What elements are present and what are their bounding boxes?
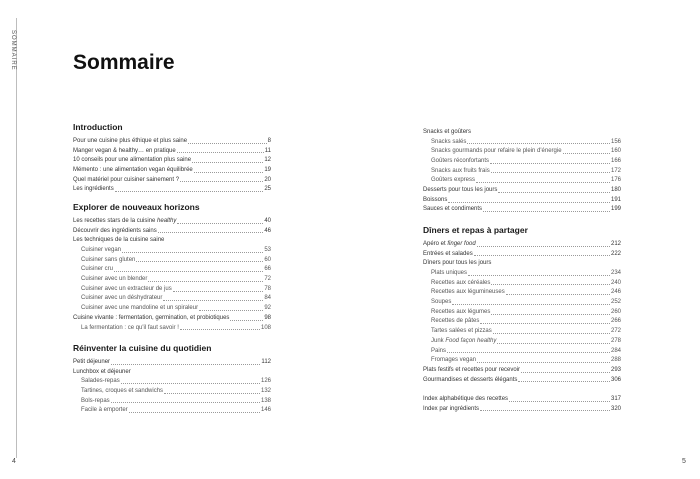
toc-entry-label: Soupes xyxy=(431,299,452,306)
toc-entry[interactable] xyxy=(73,227,271,237)
toc-entry-page: 246 xyxy=(610,289,621,296)
toc-group-snacks xyxy=(423,128,621,215)
toc-entry-label: Boissons xyxy=(423,196,448,203)
toc-entry[interactable] xyxy=(73,217,271,227)
toc-entry-page: 126 xyxy=(260,378,271,385)
toc-entry[interactable] xyxy=(423,138,621,148)
toc-entry-label: Plats festifs et recettes pour recevoir xyxy=(423,366,521,373)
toc-leader-dots xyxy=(111,364,260,365)
toc-entry-page: 260 xyxy=(610,308,621,315)
toc-leader-dots xyxy=(188,143,267,144)
toc-entry-label: Cuisiner sans gluten xyxy=(81,256,136,263)
page-number-left: 4 xyxy=(12,458,16,465)
toc-entry-label: Cuisiner avec un extracteur de jus xyxy=(81,285,172,292)
toc-entry-label: Cuisine vivante : fermentation, germination, et probiotiques xyxy=(73,314,230,321)
toc-leader-dots xyxy=(497,343,610,344)
toc-entry-page: 46 xyxy=(264,227,271,234)
toc-leader-dots xyxy=(476,182,610,183)
right-page xyxy=(350,0,700,479)
toc-entry[interactable] xyxy=(423,269,621,279)
toc-entry[interactable] xyxy=(423,176,621,186)
toc-entry[interactable] xyxy=(423,308,621,318)
toc-entry[interactable] xyxy=(423,376,621,386)
toc-leader-dots xyxy=(192,162,263,163)
toc-leader-dots xyxy=(468,275,610,276)
toc-entry-label: Facile à emporter xyxy=(81,407,128,414)
toc-leader-dots xyxy=(111,402,260,403)
toc-leader-dots xyxy=(491,172,610,173)
toc-section-horizons xyxy=(73,202,271,333)
toc-entry-page: 222 xyxy=(610,250,621,257)
toc-entry[interactable] xyxy=(73,285,271,295)
toc-section-title: Dîners et repas à partager xyxy=(423,225,528,235)
toc-entry-label: Quel matériel pour cuisiner sainement ? xyxy=(73,176,180,183)
toc-leader-dots xyxy=(129,412,260,413)
toc-leader-dots xyxy=(490,163,610,164)
toc-entry-page: 234 xyxy=(610,270,621,277)
toc-entry-label: Goûters express xyxy=(431,177,476,184)
toc-entry-label: Pour une cuisine plus éthique et plus saine xyxy=(73,137,188,144)
toc-leader-dots xyxy=(518,381,610,382)
toc-entry[interactable] xyxy=(423,298,621,308)
toc-entry-label: Plats uniques xyxy=(431,270,468,277)
toc-leader-dots xyxy=(452,304,610,305)
toc-entry-page: 146 xyxy=(260,407,271,414)
toc-entry[interactable] xyxy=(73,295,271,305)
toc-entry-page: 160 xyxy=(610,148,621,155)
toc-entry-label: Fromages vegan xyxy=(431,357,477,364)
toc-entry-label: Tartines, croques et sandwichs xyxy=(81,388,164,395)
toc-entry-page: 272 xyxy=(610,328,621,335)
toc-entry[interactable] xyxy=(73,397,271,407)
toc-entry-page: 78 xyxy=(264,285,271,292)
toc-entry-page: 278 xyxy=(610,337,621,344)
page-title: Sommaire xyxy=(73,51,175,74)
toc-entry-page: 112 xyxy=(261,358,271,365)
toc-leader-dots xyxy=(122,252,263,253)
toc-entry-page: 212 xyxy=(610,240,621,247)
toc-entry-label: Apéro et finger food xyxy=(423,240,476,247)
toc-entry[interactable] xyxy=(423,356,621,366)
toc-leader-dots xyxy=(563,153,610,154)
toc-entry[interactable] xyxy=(73,406,271,416)
toc-leader-dots xyxy=(114,271,263,272)
toc-entry-label: Index alphabétique des recettes xyxy=(423,395,509,402)
toc-leader-dots xyxy=(194,172,264,173)
toc-section-title: Réinventer la cuisine du quotidien xyxy=(73,343,212,353)
toc-entry-label: Dîners pour tous les jours xyxy=(423,260,492,267)
toc-entry[interactable] xyxy=(423,279,621,289)
toc-entry[interactable] xyxy=(423,288,621,298)
toc-entry-label: 10 conseils pour une alimentation plus saine xyxy=(73,157,192,164)
toc-entry[interactable] xyxy=(73,246,271,256)
toc-leader-dots xyxy=(498,192,610,193)
toc-entry-page: 166 xyxy=(610,158,621,165)
toc-entry[interactable] xyxy=(73,358,271,368)
toc-leader-dots xyxy=(493,333,610,334)
toc-entry-label: Recettes de pâtes xyxy=(431,318,480,325)
toc-entry-label: Pains xyxy=(431,347,447,354)
toc-entry[interactable] xyxy=(73,185,271,195)
toc-entry[interactable] xyxy=(423,240,621,250)
toc-entry[interactable] xyxy=(423,196,621,206)
toc-leader-dots xyxy=(448,202,610,203)
toc-entry-label: Junk Food façon healthy xyxy=(431,337,497,344)
toc-entry-page: 53 xyxy=(264,247,271,254)
toc-leader-dots xyxy=(177,152,264,153)
toc-entry-label: Snacks aux fruits frais xyxy=(431,167,490,174)
toc-leader-dots xyxy=(163,300,263,301)
toc-section-quotidien xyxy=(73,343,271,416)
toc-entry[interactable] xyxy=(423,157,621,167)
toc-entry-page: 176 xyxy=(610,177,621,184)
toc-entry-label: Cuisiner avec une mandoline et un spiraleur xyxy=(81,305,199,312)
running-head: SOMMAIRE xyxy=(10,30,16,71)
toc-leader-dots xyxy=(491,284,610,285)
toc-entry-label: Index par ingrédients xyxy=(423,405,480,412)
toc-entry-page: 252 xyxy=(610,299,621,306)
toc-entry[interactable] xyxy=(73,304,271,314)
toc-entry-label: Desserts pour tous les jours xyxy=(423,187,498,194)
toc-leader-dots xyxy=(477,362,610,363)
toc-leader-dots xyxy=(467,143,610,144)
toc-entry-label: Cuisiner vegan xyxy=(81,247,122,254)
toc-entry[interactable] xyxy=(73,377,271,387)
toc-entry[interactable] xyxy=(423,327,621,337)
toc-leader-dots xyxy=(480,323,610,324)
toc-entry-page: 12 xyxy=(264,157,271,164)
toc-entry-page: 40 xyxy=(264,217,271,224)
toc-entry-page: 84 xyxy=(264,295,271,302)
toc-entry[interactable] xyxy=(73,176,271,186)
toc-entry-page: 317 xyxy=(610,395,621,402)
toc-entry-label: Recettes aux légumes xyxy=(431,308,491,315)
toc-entry[interactable] xyxy=(423,337,621,347)
toc-entry-page: 156 xyxy=(610,138,621,145)
toc-entry-label: Cuisiner avec un déshydrateur xyxy=(81,295,163,302)
toc-entry[interactable] xyxy=(423,259,621,269)
toc-entry-label: Mémento : une alimentation vegan équilibrée xyxy=(73,167,193,174)
toc-leader-dots xyxy=(158,232,264,233)
toc-entry[interactable] xyxy=(73,256,271,266)
toc-leader-dots xyxy=(180,329,260,330)
toc-leader-dots xyxy=(177,223,263,224)
toc-leader-dots xyxy=(483,211,610,212)
toc-entry-label: Les techniques de la cuisine saine xyxy=(73,237,165,244)
toc-entry[interactable] xyxy=(423,186,621,196)
toc-entry-label: Recettes aux légumineuses xyxy=(431,289,505,296)
toc-entry[interactable] xyxy=(73,156,271,166)
toc-leader-dots xyxy=(115,191,264,192)
toc-section-title: Explorer de nouveaux horizons xyxy=(73,202,200,212)
toc-entry[interactable] xyxy=(73,137,271,147)
toc-entry[interactable] xyxy=(423,128,621,138)
toc-entry-page: 20 xyxy=(264,176,271,183)
toc-leader-dots xyxy=(121,383,260,384)
toc-leader-dots xyxy=(164,393,260,394)
toc-entry-page: 306 xyxy=(610,376,621,383)
toc-entry[interactable] xyxy=(73,265,271,275)
toc-entry-label: Recettes aux céréales xyxy=(431,279,491,286)
toc-entry[interactable] xyxy=(423,347,621,357)
toc-entry-page: 92 xyxy=(264,305,271,312)
toc-entry[interactable] xyxy=(73,236,271,246)
toc-section-diners xyxy=(423,225,621,385)
toc-leader-dots xyxy=(509,401,610,402)
toc-entry[interactable] xyxy=(73,314,271,324)
toc-leader-dots xyxy=(506,294,610,295)
toc-entry-label: Cuisiner cru xyxy=(81,266,114,273)
toc-entry-page: 284 xyxy=(610,347,621,354)
toc-entry-page: 293 xyxy=(610,366,621,373)
toc-entry-page: 108 xyxy=(260,324,271,331)
toc-entry[interactable] xyxy=(423,250,621,260)
toc-entry[interactable] xyxy=(423,147,621,157)
toc-leader-dots xyxy=(474,255,610,256)
toc-entry-page: 11 xyxy=(264,147,271,154)
toc-entry-label: Manger vegan & healthy… en pratique xyxy=(73,147,176,154)
toc-entry-page: 132 xyxy=(260,388,271,395)
toc-entry-label: Tartes salées et pizzas xyxy=(431,328,492,335)
toc-entry-page: 66 xyxy=(264,266,271,273)
toc-entry-label: Salades-repas xyxy=(81,378,120,385)
toc-entry-label: Sauces et condiments xyxy=(423,206,483,213)
toc-entry[interactable] xyxy=(423,405,621,415)
toc-entry[interactable] xyxy=(423,167,621,177)
toc-leader-dots xyxy=(173,291,264,292)
toc-leader-dots xyxy=(521,372,610,373)
toc-entry[interactable] xyxy=(423,206,621,216)
toc-entry-page: 180 xyxy=(610,187,621,194)
toc-leader-dots xyxy=(148,281,263,282)
toc-entry-page: 8 xyxy=(267,137,271,144)
toc-entry[interactable] xyxy=(73,387,271,397)
toc-entry-label: Snacks gourmands pour refaire le plein d'énergie xyxy=(431,148,562,155)
toc-entry-page: 72 xyxy=(264,276,271,283)
toc-entry-label: Snacks salés xyxy=(431,138,467,145)
toc-entry-label: Lunchbox et déjeuner xyxy=(73,368,131,375)
toc-entry-page: 25 xyxy=(264,186,271,193)
toc-section-introduction xyxy=(73,122,271,195)
page-number-right: 5 xyxy=(682,458,686,465)
toc-entry[interactable] xyxy=(423,318,621,328)
toc-entry-label: Bols-repas xyxy=(81,397,110,404)
toc-leader-dots xyxy=(477,246,610,247)
toc-entry-page: 98 xyxy=(264,314,271,321)
toc-leader-dots xyxy=(491,314,610,315)
toc-entry-page: 138 xyxy=(260,397,271,404)
toc-entry-page: 288 xyxy=(610,357,621,364)
toc-entry-label: Snacks et goûters xyxy=(423,128,472,135)
toc-entry-label: Entrées et salades xyxy=(423,250,473,257)
toc-leader-dots xyxy=(230,320,263,321)
toc-entry[interactable] xyxy=(73,147,271,157)
toc-entry[interactable] xyxy=(423,366,621,376)
toc-leader-dots xyxy=(136,261,263,262)
toc-entry[interactable] xyxy=(73,166,271,176)
toc-entry-page: 60 xyxy=(264,256,271,263)
spine-rule xyxy=(10,18,17,458)
toc-entry-label: Goûters réconfortants xyxy=(431,158,490,165)
toc-leader-dots xyxy=(180,181,263,182)
toc-entry-label: Les ingrédients xyxy=(73,186,114,193)
toc-leader-dots xyxy=(199,310,263,311)
toc-entry-label: Petit déjeuner xyxy=(73,358,111,365)
toc-entry-label: Cuisiner avec un blender xyxy=(81,276,148,283)
toc-entry-label: Gourmandises et desserts élégants xyxy=(423,376,518,383)
toc-entry[interactable] xyxy=(73,368,271,378)
toc-entry[interactable] xyxy=(73,275,271,285)
toc-entry[interactable] xyxy=(73,324,271,334)
toc-entry-page: 199 xyxy=(610,206,621,213)
toc-entry-page: 240 xyxy=(610,279,621,286)
toc-entry-page: 172 xyxy=(610,167,621,174)
toc-entry-page: 266 xyxy=(610,318,621,325)
toc-entry[interactable] xyxy=(423,395,621,405)
toc-section-title: Introduction xyxy=(73,122,123,132)
toc-leader-dots xyxy=(480,410,610,411)
toc-entry-page: 191 xyxy=(610,196,621,203)
toc-entry-label: Découvrir des ingrédients sains xyxy=(73,227,157,234)
toc-entry-label: Les recettes stars de la cuisine healthy xyxy=(73,217,177,224)
toc-entry-page: 19 xyxy=(264,167,271,174)
toc-leader-dots xyxy=(447,352,610,353)
toc-entry-page: 320 xyxy=(610,405,621,412)
toc-group-indexes xyxy=(423,395,621,414)
toc-entry-label: La fermentation : ce qu'il faut savoir ! xyxy=(81,324,179,331)
